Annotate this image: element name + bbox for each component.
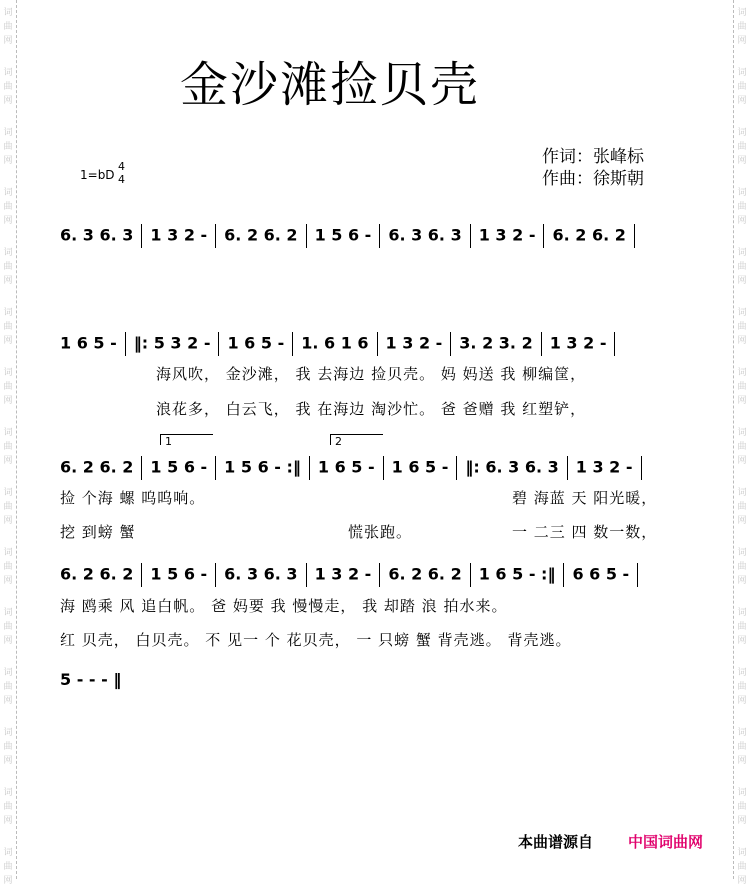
score-row-5 (60, 670, 121, 689)
watermark-char: 词 (3, 128, 13, 138)
watermark-char: 词 (737, 428, 747, 438)
bar-line (125, 332, 126, 356)
watermark-char: 词 (737, 668, 747, 678)
source-site: 中国词曲网 (628, 833, 704, 851)
bar-line (563, 563, 564, 587)
watermark-char: 词 (737, 188, 747, 198)
time-signature (118, 160, 125, 186)
measure: 3. 2 3. 2 (459, 333, 533, 353)
watermark-char: 网 (3, 876, 13, 886)
watermark-char: 曲 (737, 202, 747, 212)
watermark-char: 词 (3, 248, 13, 258)
watermark-char: 网 (737, 276, 747, 286)
measure: 1 3 2 - (150, 225, 208, 245)
source-label: 本曲谱源自 (518, 833, 594, 851)
bar-line (215, 563, 216, 587)
watermark-char: 词 (3, 188, 13, 198)
watermark-char: 网 (737, 636, 747, 646)
measure: 5 - - - ‖ (60, 670, 122, 689)
watermark-char: 曲 (737, 742, 747, 752)
watermark-char: 词 (737, 308, 747, 318)
watermark-char: 曲 (3, 442, 13, 452)
volta-first: 1 (160, 434, 213, 445)
watermark-char: 网 (3, 636, 13, 646)
watermark-char: 曲 (3, 562, 13, 572)
volta-second: 2 (330, 434, 383, 445)
watermark-char: 网 (3, 96, 13, 106)
measure: 1 6 5 - (317, 457, 375, 477)
watermark-char: 曲 (737, 382, 747, 392)
watermark-char: 网 (3, 36, 13, 46)
watermark-char: 曲 (737, 562, 747, 572)
watermark-char: 网 (737, 516, 747, 526)
watermark-char: 网 (737, 876, 747, 886)
bar-line (634, 224, 635, 248)
watermark-char: 网 (737, 396, 747, 406)
watermark-char: 词 (3, 668, 13, 678)
watermark-char: 词 (737, 848, 747, 858)
watermark-char: 词 (3, 308, 13, 318)
watermark-char: 曲 (737, 622, 747, 632)
watermark-char: 曲 (3, 742, 13, 752)
watermark-char: 网 (737, 336, 747, 346)
watermark-char: 网 (737, 156, 747, 166)
watermark-char: 网 (3, 816, 13, 826)
watermark-char: 词 (737, 788, 747, 798)
measure: 1 3 2 - (549, 333, 607, 353)
measure: 6. 3 6. 3 (224, 564, 298, 584)
watermark-char: 曲 (737, 262, 747, 272)
watermark-char: 网 (3, 756, 13, 766)
measure: ‖: 5 3 2 - (133, 333, 211, 353)
bar-line (470, 563, 471, 587)
watermark-char: 曲 (3, 382, 13, 392)
watermark-char: 曲 (737, 22, 747, 32)
measure: 6. 3 6. 3 (60, 225, 134, 245)
watermark-char: 网 (3, 156, 13, 166)
lyrics-row2-verse2: 浪花多， 白云飞， 我 在海边 淘沙忙。 爸 爸赠 我 红塑铲， (156, 400, 587, 418)
lyrics-row3-verse1a: 捡 个海 螺 呜呜响。 (60, 489, 206, 507)
lyrics-row3-verse2c: 一 二三 四 数一数， (512, 523, 658, 541)
measure: 6. 2 6. 2 (60, 457, 134, 477)
watermark-char: 词 (3, 728, 13, 738)
bar-line (379, 224, 380, 248)
measure: 1 6 5 - (60, 333, 117, 353)
watermark-char: 词 (737, 608, 747, 618)
bar-line (141, 224, 142, 248)
composer: 作曲：徐斯朝 (542, 169, 644, 189)
watermark-char: 网 (737, 456, 747, 466)
measure: 1 6 5 - :‖ (478, 564, 556, 584)
watermark-char: 词 (3, 548, 13, 558)
bar-line (456, 456, 457, 480)
bar-line (379, 563, 380, 587)
watermark-char: 词 (3, 788, 13, 798)
measure: 1 6 5 - (391, 457, 449, 477)
watermark-char: 网 (3, 456, 13, 466)
measure: 1. 6 1 6 (301, 333, 369, 353)
watermark-char: 曲 (737, 502, 747, 512)
watermark-char: 曲 (3, 682, 13, 692)
watermark-char: 曲 (3, 82, 13, 92)
lyrics-row3-verse2a: 挖 到螃 蟹 (60, 523, 136, 541)
watermark-char: 曲 (3, 22, 13, 32)
watermark-char: 曲 (737, 142, 747, 152)
watermark-char: 网 (737, 216, 747, 226)
watermark-char: 词 (737, 488, 747, 498)
watermark-char: 词 (737, 248, 747, 258)
bar-line (218, 332, 219, 356)
bar-line (614, 332, 615, 356)
measure: 1 3 2 - (314, 564, 372, 584)
lyrics-row3-verse2b: 慌张跑。 (348, 523, 413, 541)
measure: 1 5 6 - (150, 564, 208, 584)
bar-line (450, 332, 451, 356)
watermark-char: 曲 (3, 142, 13, 152)
bar-line (215, 224, 216, 248)
watermark-char: 词 (3, 848, 13, 858)
watermark-char: 词 (3, 488, 13, 498)
measure: 1 3 2 - (478, 225, 536, 245)
measure: ‖: 6. 3 6. 3 (465, 457, 559, 477)
lyricist: 作词：张峰标 (542, 147, 644, 167)
measure: 6. 3 6. 3 (388, 225, 462, 245)
watermark-char: 网 (3, 336, 13, 346)
score-row-2 (60, 332, 623, 356)
watermark-char: 曲 (3, 622, 13, 632)
measure: 1 6 5 - (227, 333, 285, 353)
watermark-char: 曲 (737, 442, 747, 452)
watermark-char: 曲 (737, 802, 747, 812)
bar-line (641, 456, 642, 480)
song-title: 金沙滩捡贝壳 (180, 57, 481, 113)
lyrics-row3-verse1b: 碧 海蓝 天 阳光暖， (512, 489, 658, 507)
lyrics-row2-verse1: 海风吹， 金沙滩， 我 去海边 捡贝壳。 妈 妈送 我 柳编筐， (156, 365, 587, 383)
bar-line (383, 456, 384, 480)
watermark-char: 曲 (737, 322, 747, 332)
lyrics-row4-verse1: 海 鸥乘 风 追白帆。 爸 妈要 我 慢慢走， 我 却踏 浪 拍水来。 (60, 597, 508, 615)
lyrics-row4-verse2: 红 贝壳， 白贝壳。 不 见一 个 花贝壳， 一 只螃 蟹 背壳逃。 背壳逃。 (60, 631, 572, 649)
bar-line (306, 563, 307, 587)
watermark-char: 网 (737, 576, 747, 586)
measure: 6 6 5 - (572, 564, 630, 584)
measure: 6. 2 6. 2 (224, 225, 298, 245)
watermark-char: 网 (3, 276, 13, 286)
bar-line (141, 456, 142, 480)
watermark-char: 词 (3, 8, 13, 18)
watermark-char: 词 (3, 608, 13, 618)
watermark-char: 词 (3, 68, 13, 78)
watermark-char: 曲 (3, 502, 13, 512)
watermark-char: 词 (737, 68, 747, 78)
bar-line (141, 563, 142, 587)
watermark-char: 网 (737, 816, 747, 826)
score-row-1 (60, 224, 643, 248)
watermark-char: 网 (3, 396, 13, 406)
bar-line (541, 332, 542, 356)
watermark-char: 曲 (3, 202, 13, 212)
watermark-char: 网 (737, 36, 747, 46)
watermark-char: 词 (737, 728, 747, 738)
measure: 1 3 2 - (575, 457, 633, 477)
time-bottom: 4 (118, 173, 125, 186)
watermark-char: 网 (737, 696, 747, 706)
watermark-char: 曲 (737, 862, 747, 872)
bar-line (377, 332, 378, 356)
bar-line (470, 224, 471, 248)
bar-line (306, 224, 307, 248)
watermark-char: 曲 (737, 682, 747, 692)
bar-line (215, 456, 216, 480)
measure: 1 3 2 - (385, 333, 443, 353)
watermark-char: 词 (737, 8, 747, 18)
watermark-char: 词 (737, 128, 747, 138)
key-signature: 1=bD (80, 168, 115, 182)
measure: 6. 2 6. 2 (552, 225, 626, 245)
credits (542, 146, 644, 190)
score-row-4 (60, 563, 646, 587)
watermark-char: 曲 (3, 862, 13, 872)
bar-line (309, 456, 310, 480)
watermark-char: 网 (3, 576, 13, 586)
measure: 1 5 6 - :‖ (224, 457, 301, 477)
watermark-char: 曲 (3, 802, 13, 812)
measure: 1 5 6 - (314, 225, 372, 245)
watermark-char: 曲 (3, 322, 13, 332)
watermark-char: 曲 (3, 262, 13, 272)
watermark-char: 网 (737, 96, 747, 106)
watermark-char: 网 (3, 516, 13, 526)
watermark-char: 词 (3, 428, 13, 438)
bar-line (292, 332, 293, 356)
bar-line (637, 563, 638, 587)
watermark-char: 词 (3, 368, 13, 378)
time-top: 4 (118, 160, 125, 173)
bar-line (543, 224, 544, 248)
watermark-char: 网 (3, 696, 13, 706)
score-row-3 (60, 456, 650, 480)
measure: 1 5 6 - (150, 457, 208, 477)
watermark-char: 网 (3, 216, 13, 226)
watermark-char: 词 (737, 368, 747, 378)
bar-line (567, 456, 568, 480)
watermark-char: 网 (737, 756, 747, 766)
watermark-char: 曲 (737, 82, 747, 92)
measure: 6. 2 6. 2 (388, 564, 462, 584)
measure: 6. 2 6. 2 (60, 564, 134, 584)
watermark-char: 词 (737, 548, 747, 558)
